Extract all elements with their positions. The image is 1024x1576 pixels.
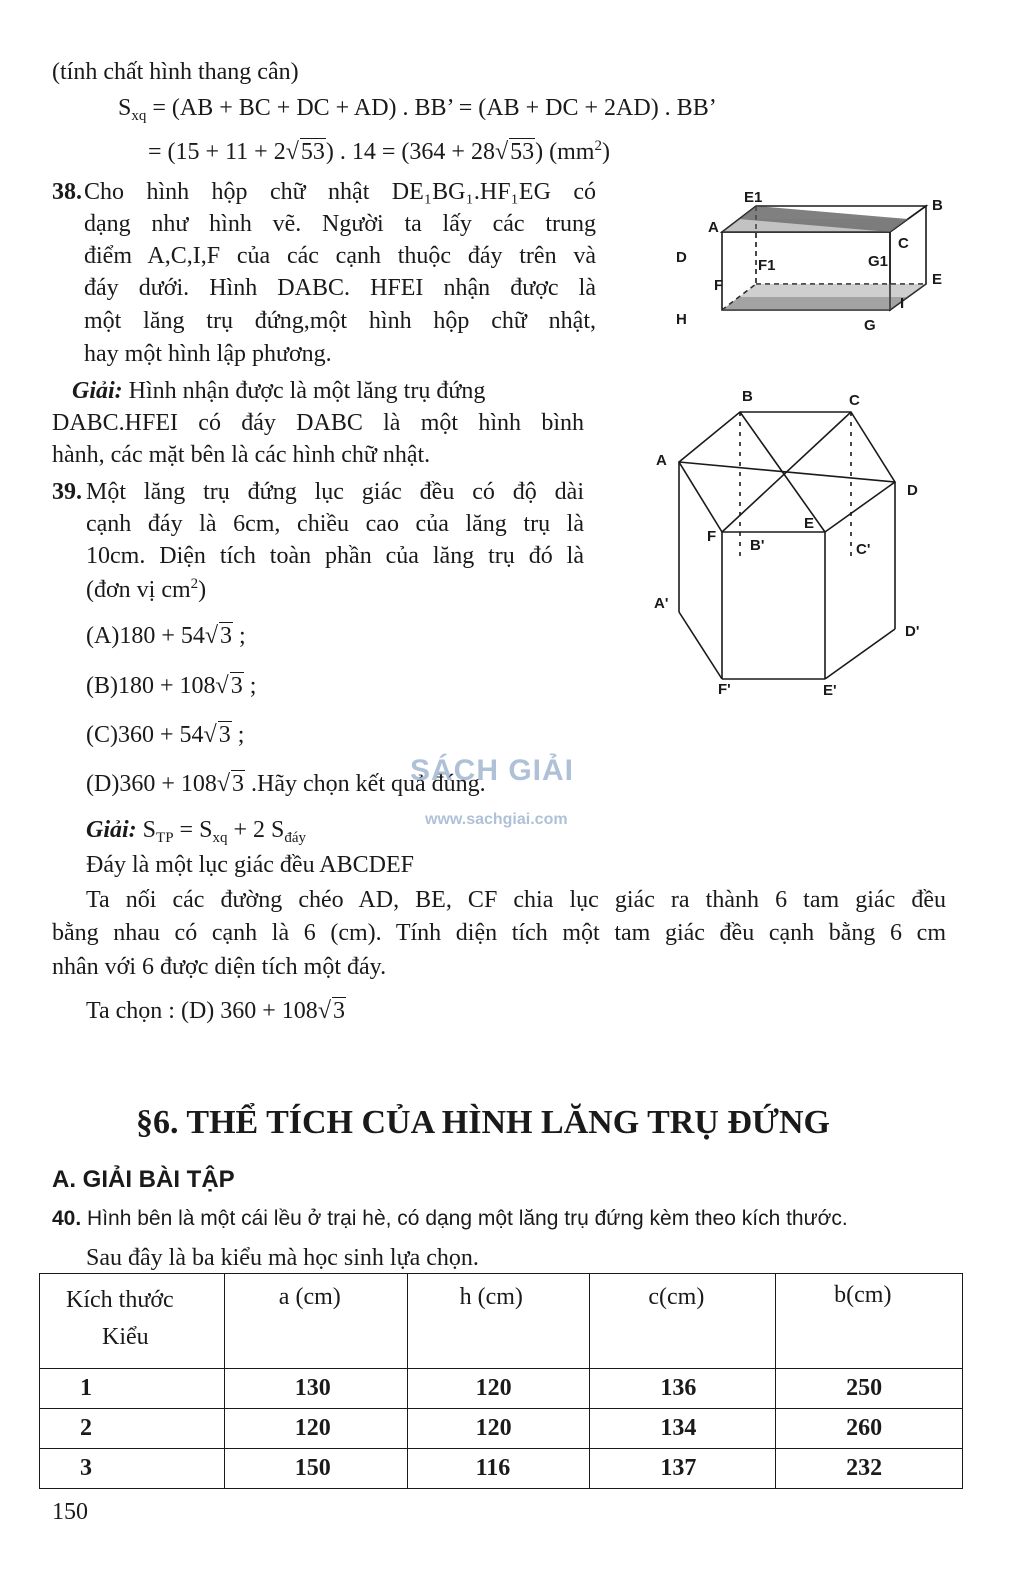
- header-size-label: Kích thước: [66, 1287, 174, 1313]
- table-row: [40, 1409, 963, 1449]
- q39-option-d: (D)360 + 108√3 .Hãy chọn kết quả đúng.: [86, 771, 486, 797]
- label-A: A: [656, 452, 667, 469]
- q39-line-1: Một lăng trụ đứng lục giác đều có độ dài: [86, 479, 584, 505]
- q39-solution-p1: Đáy là một lục giác đều ABCDEF: [86, 852, 414, 878]
- label-D': D': [905, 623, 920, 640]
- label-H: H: [676, 311, 687, 328]
- q38-number: 38.: [52, 179, 82, 205]
- table-header-cell: h (cm): [407, 1274, 590, 1369]
- q39-solution-formula: Giải: $S_{TP} = S_{xq} + 2$ $S_{đáy}$: [86, 817, 306, 846]
- label-F: F: [714, 277, 724, 294]
- q40-line-1: 40. Hình bên là một cái lều ở trại hè, có dạng một lăng trụ đứng kèm theo kích thước.: [52, 1207, 848, 1230]
- label-E1: E1: [744, 189, 763, 206]
- q39-solution-p4: nhân với 6 được diện tích một đáy.: [52, 954, 387, 980]
- page-number: 150: [52, 1499, 88, 1525]
- table-cell: 116: [407, 1449, 590, 1489]
- label-B: B: [932, 197, 943, 214]
- table-header-cell: b(cm): [776, 1274, 963, 1369]
- label-E: E: [804, 515, 815, 532]
- label-D: D: [676, 249, 687, 266]
- table-cell: 250: [776, 1369, 963, 1409]
- q38-line-3: điểm A,C,I,F của các cạnh thuộc đáy trên và: [84, 243, 596, 269]
- table-cell: 150: [224, 1449, 407, 1489]
- q39-solution-p3: bằng nhau có cạnh là 6 (cm). Tính diện tích một tam giác đều cạnh bằng 6 cm: [52, 920, 946, 946]
- q38-line-6: hay một hình lập phương.: [84, 341, 332, 367]
- table-cell: 137: [590, 1449, 776, 1489]
- label-G1: G1: [868, 253, 889, 270]
- label-C: C: [849, 392, 860, 409]
- diagonal-CF: [722, 412, 851, 532]
- table-cell: 130: [224, 1369, 407, 1409]
- q39-option-a: (A)180 + 54√3 ;: [86, 623, 246, 649]
- section-title: §6. THỂ TÍCH CỦA HÌNH LĂNG TRỤ ĐỨNG: [136, 1104, 830, 1141]
- q38-line-4: đáy dưới. Hình DABC. HFEI nhận được là: [84, 275, 596, 301]
- q40-line-2: Sau đây là ba kiểu mà học sinh lựa chọn.: [86, 1245, 479, 1271]
- q39-line-4: (đơn vị $cm^2$): [86, 576, 207, 603]
- label-E': E': [823, 682, 837, 699]
- label-A': A': [654, 595, 669, 612]
- figure-hexagonal-prism: [640, 384, 940, 704]
- table-cell: 2: [40, 1409, 225, 1449]
- label-F': F': [718, 681, 731, 698]
- q38-solution-line-2: DABC.HFEI có đáy DABC là một hình bình: [52, 410, 584, 436]
- label-E: E: [932, 271, 943, 288]
- q39-option-c: (C)360 + 54√3 ;: [86, 722, 245, 748]
- q39-answer: Ta chọn : (D) 360 + 108√3: [86, 998, 345, 1024]
- watermark-url: www.sachgiai.com: [425, 811, 568, 828]
- q38-line-1: Cho hình hộp chữ nhật DE₁BG₁.HF₁EG có: [84, 179, 596, 205]
- q38-line-5: một lăng trụ đứng,một hình hộp chữ nhật,: [84, 308, 596, 334]
- dimensions-table: [39, 1273, 963, 1489]
- label-B': B': [750, 537, 765, 554]
- label-F: F: [707, 528, 717, 545]
- q39-solution-p2: Ta nối các đường chéo AD, BE, CF chia lục giác ra thành 6 tam giác đều: [86, 887, 946, 913]
- table-cell: 3: [40, 1449, 225, 1489]
- table-cell: 136: [590, 1369, 776, 1409]
- figure-box: [660, 186, 960, 346]
- shaded-bottom-parallelogram-upper: [739, 284, 926, 297]
- table-row: [40, 1369, 963, 1409]
- q38-line-2: dạng như hình vẽ. Người ta lấy các trung: [84, 211, 596, 237]
- prev-formula-line-2: $S_{xq} = (AB$ + BC + DC + AD) . BB’ = (AB + DC + 2AD) . BB’: [118, 95, 717, 124]
- table-cell: 1: [40, 1369, 225, 1409]
- q39-option-b: (B)180 + 108√3 ;: [86, 673, 257, 699]
- q39-number: 39.: [52, 479, 82, 505]
- table-header-cell: c(cm): [590, 1274, 776, 1369]
- q39-line-2: cạnh đáy là 6cm, chiều cao của lăng trụ là: [86, 511, 584, 537]
- label-A: A: [708, 219, 719, 236]
- prev-line-1: (tính chất hình thang cân): [52, 59, 299, 85]
- label-G: G: [864, 317, 876, 334]
- label-C': C': [856, 541, 871, 558]
- q39-line-3: 10cm. Diện tích toàn phần của lăng trụ đó là: [86, 543, 584, 569]
- table-cell: 120: [407, 1409, 590, 1449]
- label-I: I: [900, 295, 905, 312]
- shaded-top-parallelogram-lower: [722, 219, 908, 232]
- section-subtitle: A. GIẢI BÀI TẬP: [52, 1166, 235, 1193]
- table-header-cell: a (cm): [224, 1274, 407, 1369]
- edge-A'F': [679, 612, 722, 679]
- q38-solution-line-3: hành, các mặt bên là các hình chữ nhật.: [52, 442, 431, 468]
- shaded-bottom-parallelogram: [722, 297, 908, 310]
- table-row: [40, 1449, 963, 1489]
- label-C: C: [898, 235, 909, 252]
- watermark-brand: SÁCH GIẢI: [410, 754, 575, 787]
- edge-E'D': [825, 629, 895, 679]
- table-header-row: [40, 1274, 963, 1369]
- label-F1: F1: [758, 257, 776, 274]
- label-B: B: [742, 388, 753, 405]
- table-cell: 134: [590, 1409, 776, 1449]
- table-header-corner: [40, 1274, 225, 1369]
- table-cell: 232: [776, 1449, 963, 1489]
- diagonal-BE: [740, 412, 825, 532]
- prev-formula-line-3: = (15 + 11 + 2√53) . 14 = (364 + 28√53) $(mm^2)$: [148, 138, 610, 165]
- label-D: D: [907, 482, 918, 499]
- table-cell: 120: [407, 1369, 590, 1409]
- table-cell: 260: [776, 1409, 963, 1449]
- q38-solution-line-1: Giải: Hình nhận được là một lăng trụ đứng: [72, 378, 486, 404]
- header-type-label: Kiểu: [102, 1324, 149, 1350]
- table-cell: 120: [224, 1409, 407, 1449]
